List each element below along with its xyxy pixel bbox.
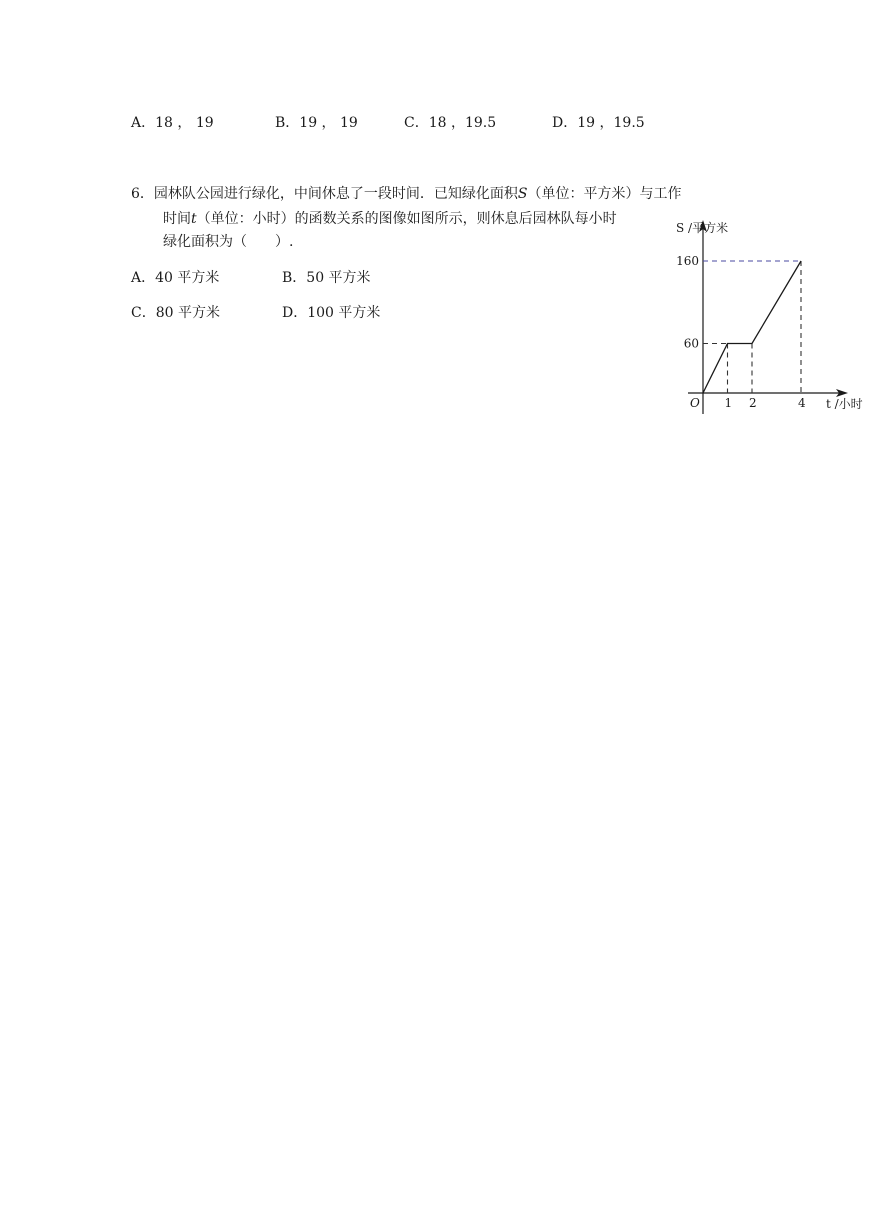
option-text: 19 ，19.5: [577, 115, 645, 131]
option-text: 18 ，19.5: [428, 115, 497, 131]
option-text: 40 平方米: [155, 270, 220, 286]
q5-option-c[interactable]: [404, 112, 496, 132]
x-axis-label: t /小时: [826, 397, 863, 411]
option-text: 19 ， 19: [299, 115, 358, 131]
q6-line-2: [163, 208, 617, 228]
option-text: 50 平方米: [306, 270, 371, 286]
q6-graph: [668, 214, 868, 420]
q6-line-1-text: 6．园林队公园进行绿化，中间休息了一段时间．已知绿化面积: [131, 186, 518, 202]
option-letter: A．: [131, 115, 156, 131]
x-tick-label: 2: [749, 396, 757, 410]
q5-option-a[interactable]: [131, 112, 214, 132]
y-tick-label: 160: [676, 254, 699, 268]
q6-option-a[interactable]: [131, 267, 219, 287]
option-letter: D．: [282, 305, 308, 321]
option-letter: D．: [552, 115, 578, 131]
x-tick-labels: [725, 396, 807, 410]
q6-option-c[interactable]: [131, 302, 220, 322]
q6-line-2-rest: （单位：小时）的函数关系的图像如图所示，则休息后园林队每小时: [196, 211, 617, 227]
option-text: 80 平方米: [155, 305, 220, 321]
option-text: 100 平方米: [307, 305, 381, 321]
q6-option-d[interactable]: [282, 302, 380, 322]
option-text: 18 ， 19: [155, 115, 214, 131]
option-letter: C．: [404, 115, 429, 131]
q6-option-b[interactable]: [282, 267, 371, 287]
q6-var-s: S: [517, 186, 528, 202]
q6-var-t: t: [191, 211, 197, 227]
guide-lines: [703, 261, 801, 393]
q6-line-1-rest: （单位：平方米）与工作: [527, 186, 682, 202]
q5-option-b[interactable]: [275, 112, 358, 132]
option-letter: A．: [131, 270, 156, 286]
q5-option-d[interactable]: [552, 112, 645, 132]
option-letter: B．: [282, 270, 307, 286]
y-tick-label: 60: [683, 336, 699, 351]
y-tick-labels: [676, 254, 699, 351]
q6-line-2-text: 时间: [163, 211, 191, 227]
q6-line-3: 绿化面积为（ ）.: [163, 234, 294, 250]
origin-label: O: [690, 396, 700, 410]
q6-line-1: [131, 183, 682, 203]
x-tick-label: 1: [724, 396, 733, 410]
option-letter: C．: [131, 305, 156, 321]
y-axis-label: S /平方米: [676, 221, 729, 235]
x-tick-label: 4: [798, 396, 806, 410]
option-letter: B．: [275, 115, 300, 131]
